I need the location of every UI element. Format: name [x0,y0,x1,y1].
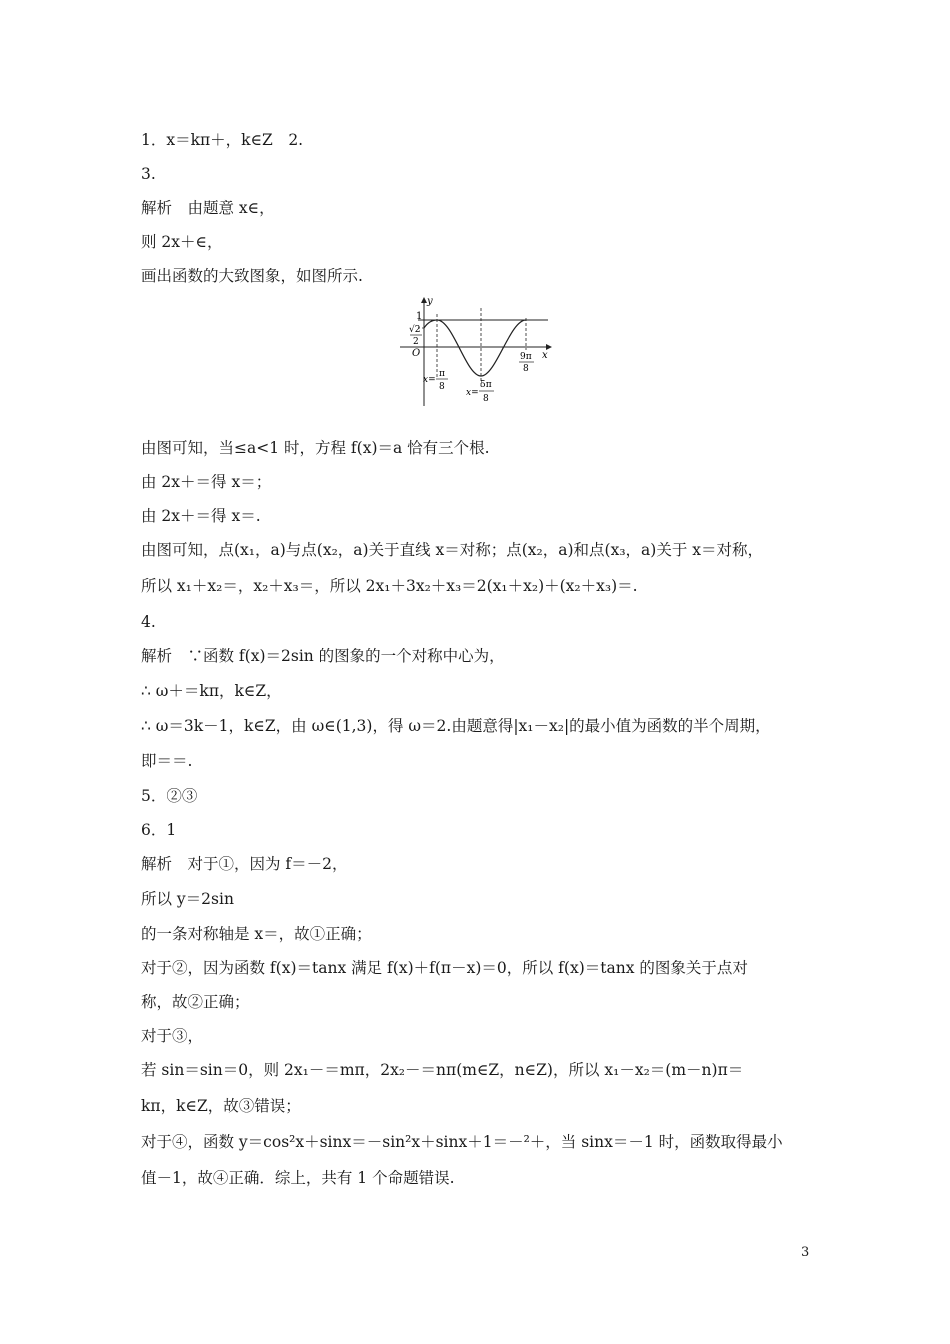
answer-line-25: kπ，k∈Z，故③错误； [141,1097,301,1115]
x-right-denominator: 8 [523,364,529,374]
answer-line-11: 4. [141,613,156,631]
sine-graph-svg [398,296,554,408]
origin-label: O [412,348,421,359]
y-axis-label: y [427,296,433,307]
x-axis-label: x [542,350,548,361]
answer-line-19: 所以 y＝2sin [141,890,234,908]
line1-numerator: π [439,369,445,379]
answer-line-27: 值－1，故④正确．综上，共有 1 个命题错误. [141,1169,455,1187]
sqrt2-label: √2 [409,325,421,335]
answer-line-15: 即＝＝. [141,752,193,770]
line2-prefix: x= [466,388,479,398]
answer-line-4: 则 2x＋∈， [141,233,223,251]
answer-line-8: 由 2x＋＝得 x＝. [141,507,261,525]
answer-line-12: 解析 ∵函数 f(x)＝2sin 的图象的一个对称中心为， [141,647,505,665]
answer-line-14: ∴ ω＝3k－1，k∈Z，由 ω∈(1,3)，得 ω＝2.由题意得|x₁－x₂|的最小值为函数的半个周期， [141,717,771,735]
answer-line-20: 的一条对称轴是 x＝，故①正确； [141,925,372,943]
line2-denominator: 8 [483,394,489,404]
answer-line-9: 由图可知，点(x₁，a)与点(x₂，a)关于直线 x＝对称；点(x₂，a)和点(x₃，a)关于 x＝对称， [141,541,764,559]
answer-line-10: 所以 x₁＋x₂＝，x₂＋x₃＝，所以 2x₁＋3x₂＋x₃＝2(x₁＋x₂)＋(x₂＋x₃)＝. [141,577,638,595]
answer-line-7: 由 2x＋＝得 x＝； [141,473,272,491]
answer-line-16: 5．②③ [141,787,198,805]
answer-line-21: 对于②，因为函数 f(x)＝tanx 满足 f(x)＋f(π－x)＝0，所以 f(x)＝tanx 的图象关于点对 [141,959,748,977]
answer-line-2: 3. [141,165,156,183]
answer-line-3: 解析 由题意 x∈， [141,199,275,217]
answer-line-13: ∴ ω＋＝kπ，k∈Z， [141,682,282,700]
answer-line-6: 由图可知，当≤a<1 时，方程 f(x)＝a 恰有三个根. [141,439,490,457]
answer-line-17: 6．1 [141,821,177,839]
line2-numerator: 5π [480,380,492,390]
line1-prefix: x= [423,375,436,385]
answer-line-24: 若 sin＝sin＝0，则 2x₁－＝mπ，2x₂－＝nπ(m∈Z，n∈Z)，所以 x₁－x₂＝(m－n)π＝ [141,1061,744,1079]
answer-line-5: 画出函数的大致图象，如图所示. [141,267,363,285]
sine-graph-figure [398,296,554,408]
answer-line-18: 解析 对于①，因为 f＝－2， [141,855,348,873]
answer-line-23: 对于③， [141,1027,204,1045]
page-number: 3 [801,1245,810,1260]
answer-line-1: 1．x＝kπ＋，k∈Z 2. [141,131,304,149]
answer-line-26: 对于④，函数 y＝cos²x＋sinx＝－sin²x＋sinx＋1＝－²＋，当 sinx＝－1 时，函数取得最小 [141,1133,783,1151]
two-label: 2 [413,337,419,347]
answer-line-22: 称，故②正确； [141,993,250,1011]
sine-curve [424,320,526,376]
line1-denominator: 8 [439,382,445,392]
y-tick-1-label: 1 [416,311,423,322]
x-right-numerator: 9π [520,352,532,362]
